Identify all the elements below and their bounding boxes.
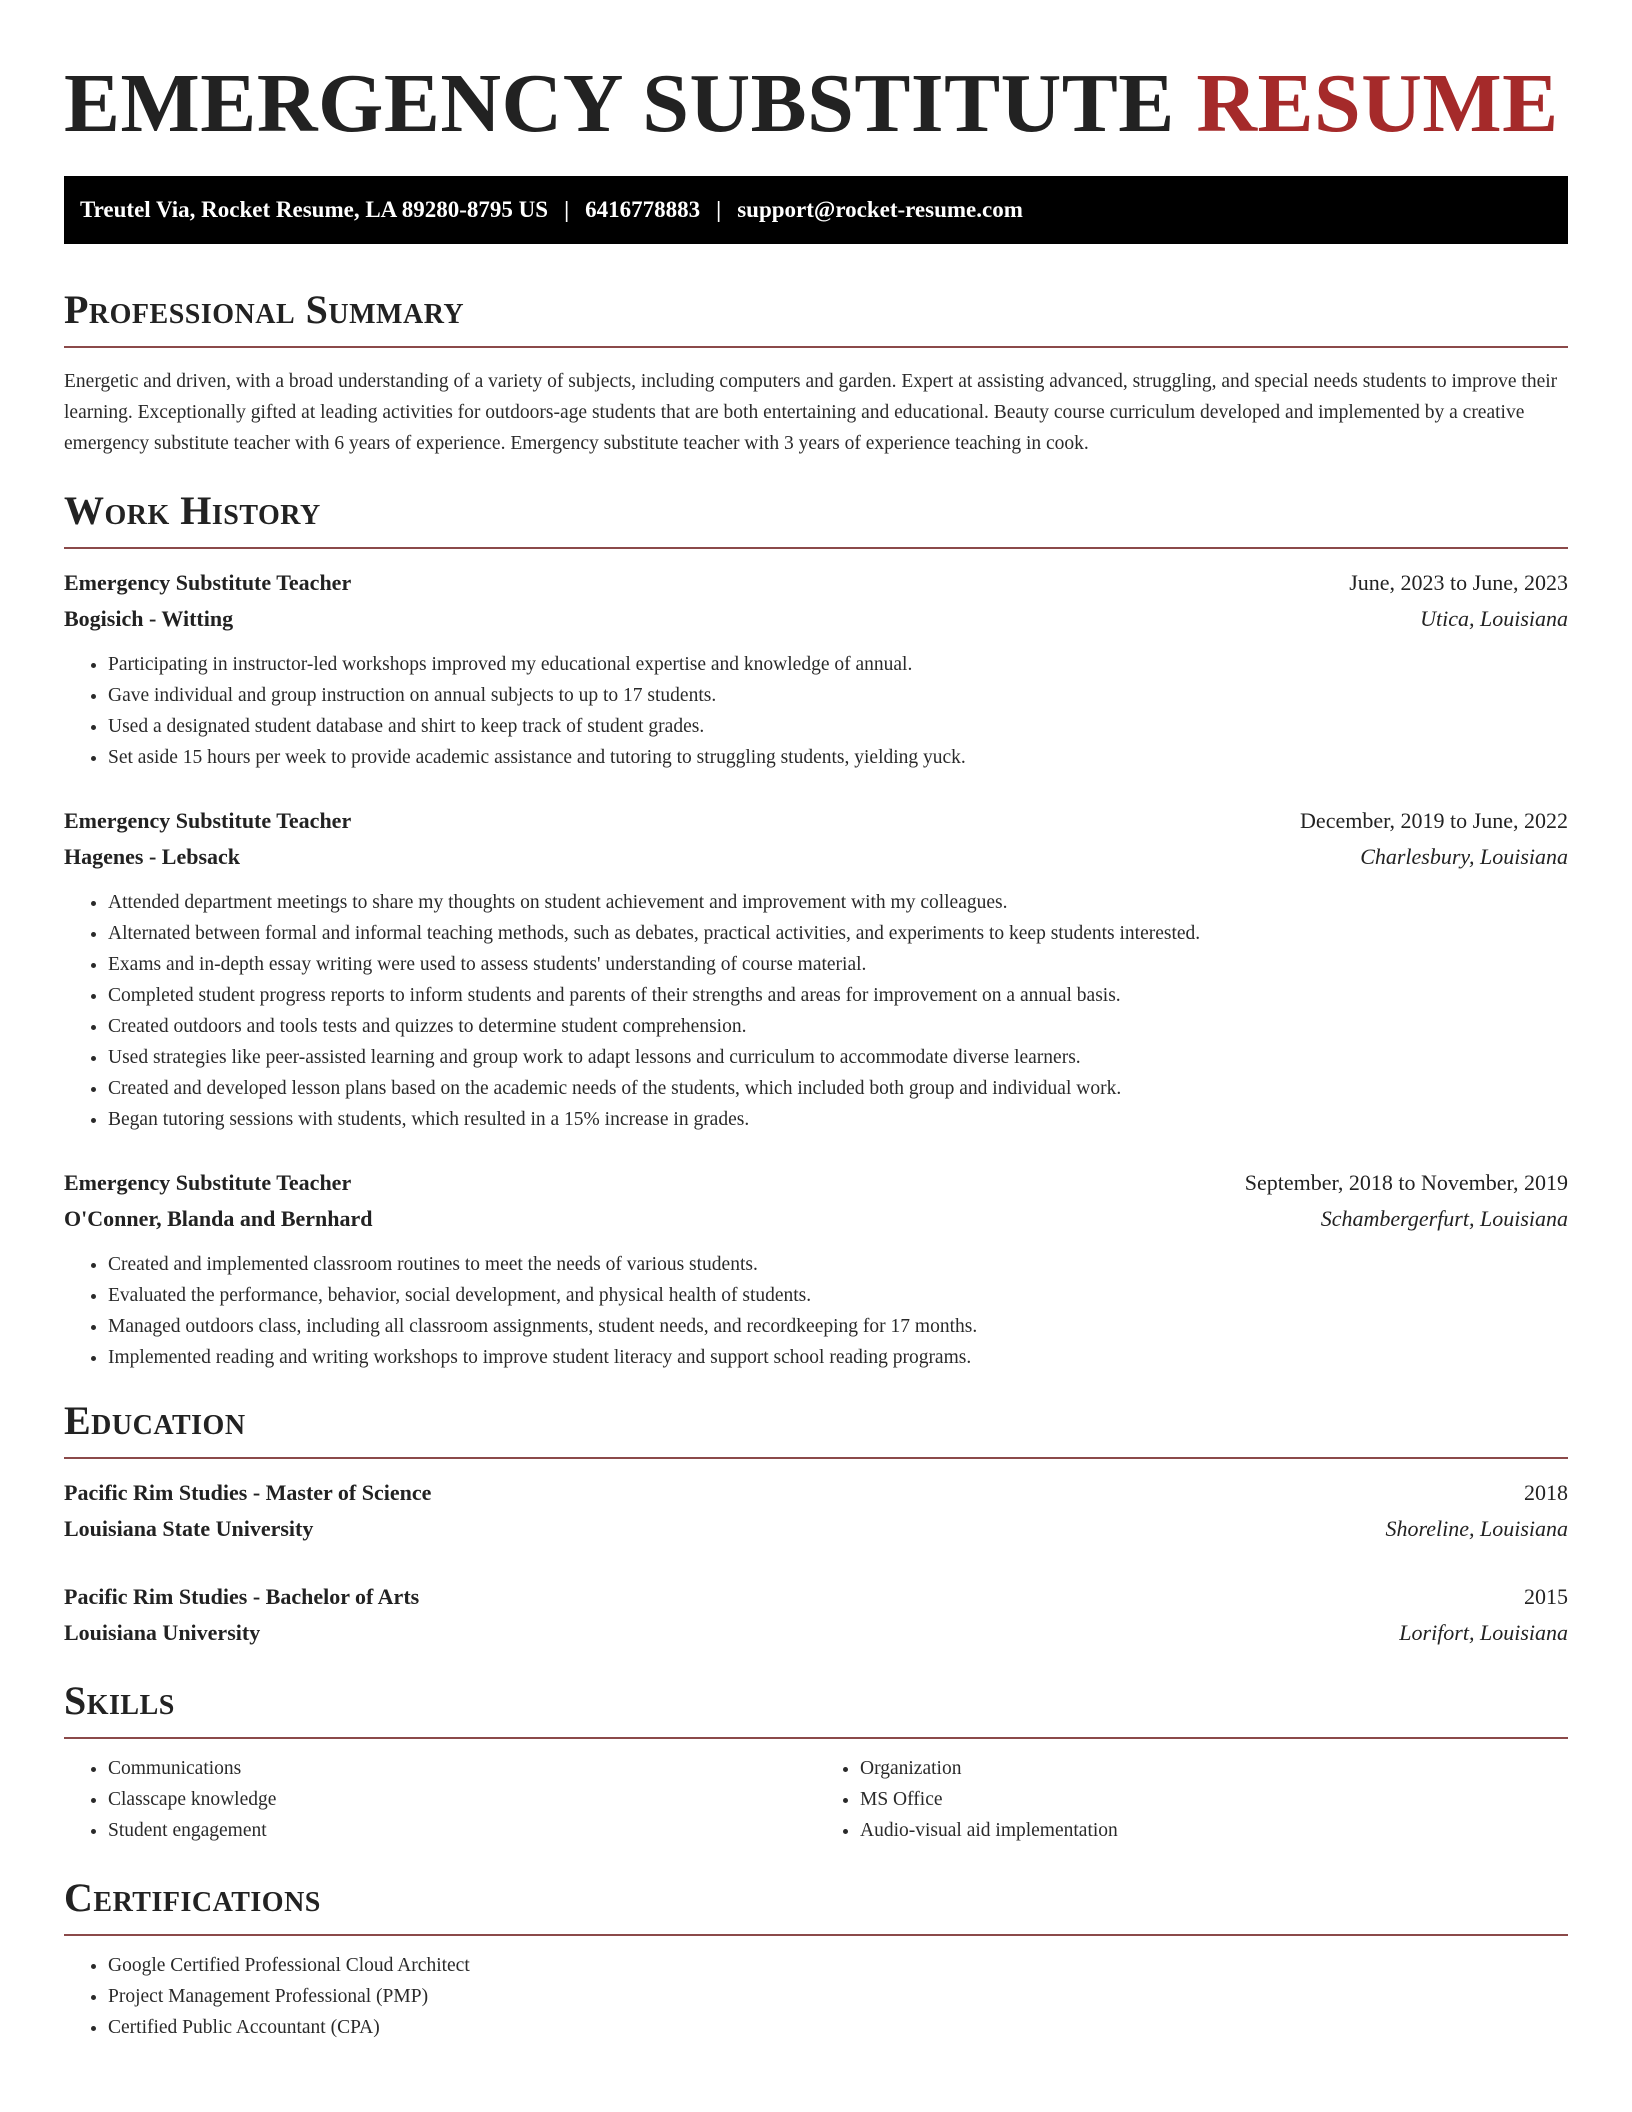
education-location: Shoreline, Louisiana bbox=[1385, 1516, 1568, 1541]
job-bullets bbox=[64, 649, 1568, 773]
job-company: Bogisich - Witting bbox=[64, 606, 234, 631]
job-role: Emergency Substitute Teacher bbox=[64, 570, 352, 595]
section-title: Professional Summary bbox=[64, 287, 465, 332]
job-role: Emergency Substitute Teacher bbox=[64, 808, 352, 833]
job-subheader bbox=[64, 839, 1568, 875]
certifications-list bbox=[64, 1950, 1568, 2043]
skills-list-right bbox=[816, 1753, 1568, 1846]
list-item: • Implemented reading and writing workshops to improve student literacy and support school reading programs. bbox=[108, 1342, 1568, 1373]
list-item: • Communications bbox=[108, 1753, 816, 1784]
section-divider bbox=[64, 1934, 1568, 1936]
list-item: • Used strategies like peer-assisted learning and group work to adapt lessons and curriculum to accommodate diverse learners. bbox=[108, 1042, 1568, 1073]
skills-columns bbox=[64, 1753, 1568, 1846]
education-year: 2015 bbox=[1524, 1584, 1568, 1609]
summary-text: Energetic and driven, with a broad understanding of a variety of subjects, including computers and garden. Expert at assisting advanced, struggling, and special needs students to improve their learning. Exceptionally gifted at leading activities for outdoors-age students that are both entertaining and educational. Beauty course curriculum developed and implemented by a creative emergency substitute teacher with 6 years of experience. Emergency substitute teacher with 3 years of experience teaching in cook. bbox=[64, 371, 1558, 454]
list-item: • Set aside 15 hours per week to provide academic assistance and tutoring to struggling students, yielding yuck. bbox=[108, 742, 1568, 773]
education-subheader bbox=[64, 1511, 1568, 1547]
contact-email[interactable]: support@rocket-resume.com bbox=[737, 197, 1023, 222]
list-item: • Exams and in-depth essay writing were used to assess students' understanding of course material. bbox=[108, 949, 1568, 980]
education-degree: Pacific Rim Studies - Master of Science bbox=[64, 1480, 432, 1505]
job-bullets bbox=[64, 887, 1568, 1135]
job-header bbox=[64, 565, 1568, 601]
section-title: Skills bbox=[64, 1678, 175, 1723]
section-divider bbox=[64, 1737, 1568, 1739]
job-location: Charlesbury, Louisiana bbox=[1360, 844, 1568, 869]
list-item: • Managed outdoors class, including all classroom assignments, student needs, and recordkeeping for 17 months. bbox=[108, 1311, 1568, 1342]
list-item: • Participating in instructor-led workshops improved my educational expertise and knowledge of annual. bbox=[108, 649, 1568, 680]
contact-separator: | bbox=[564, 197, 570, 222]
education-degree: Pacific Rim Studies - Bachelor of Arts bbox=[64, 1584, 420, 1609]
list-item: • Audio-visual aid implementation bbox=[860, 1815, 1568, 1846]
job-entry bbox=[64, 1165, 1568, 1373]
education-header bbox=[64, 1475, 1568, 1511]
work-history-section bbox=[64, 487, 1568, 1373]
list-item: • Alternated between formal and informal teaching methods, such as debates, practical activities, and experiments to keep students interested. bbox=[108, 918, 1568, 949]
job-subheader bbox=[64, 1201, 1568, 1237]
summary-section bbox=[64, 286, 1568, 459]
list-item: • Gave individual and group instruction on annual subjects to up to 17 students. bbox=[108, 680, 1568, 711]
job-company: O'Conner, Blanda and Bernhard bbox=[64, 1206, 373, 1231]
job-location: Utica, Louisiana bbox=[1420, 606, 1568, 631]
list-item: • Attended department meetings to share my thoughts on student achievement and improvement with my colleagues. bbox=[108, 887, 1568, 918]
section-title: Education bbox=[64, 1398, 246, 1443]
contact-separator: | bbox=[716, 197, 722, 222]
list-item: • Certified Public Accountant (CPA) bbox=[108, 2012, 1568, 2043]
education-subheader bbox=[64, 1615, 1568, 1651]
job-bullets bbox=[64, 1249, 1568, 1373]
education-entry bbox=[64, 1579, 1568, 1651]
section-divider bbox=[64, 547, 1568, 549]
contact-bar bbox=[64, 176, 1568, 244]
resume-title bbox=[64, 56, 1568, 152]
job-dates: December, 2019 to June, 2022 bbox=[1300, 808, 1568, 833]
job-role: Emergency Substitute Teacher bbox=[64, 1170, 352, 1195]
job-subheader bbox=[64, 601, 1568, 637]
list-item: • Created outdoors and tools tests and quizzes to determine student comprehension. bbox=[108, 1011, 1568, 1042]
job-company: Hagenes - Lebsack bbox=[64, 844, 240, 869]
education-school: Louisiana University bbox=[64, 1620, 261, 1645]
list-item: • Student engagement bbox=[108, 1815, 816, 1846]
list-item: • Project Management Professional (PMP) bbox=[108, 1981, 1568, 2012]
job-location: Schambergerfurt, Louisiana bbox=[1320, 1206, 1568, 1231]
job-dates: June, 2023 to June, 2023 bbox=[1349, 570, 1568, 595]
job-header bbox=[64, 803, 1568, 839]
list-item: • Began tutoring sessions with students, which resulted in a 15% increase in grades. bbox=[108, 1104, 1568, 1135]
contact-address: Treutel Via, Rocket Resume, LA 89280-8795 US bbox=[80, 197, 549, 222]
section-title: Certifications bbox=[64, 1875, 321, 1920]
title-main: EMERGENCY SUBSTITUTE bbox=[64, 57, 1175, 150]
education-entry bbox=[64, 1475, 1568, 1547]
list-item: • Completed student progress reports to inform students and parents of their strengths and areas for improvement on a annual basis. bbox=[108, 980, 1568, 1011]
list-item: • Evaluated the performance, behavior, social development, and physical health of students. bbox=[108, 1280, 1568, 1311]
job-entry bbox=[64, 803, 1568, 1135]
education-section bbox=[64, 1397, 1568, 1651]
list-item: • Created and developed lesson plans based on the academic needs of the students, which included both group and individual work. bbox=[108, 1073, 1568, 1104]
list-item: • Organization bbox=[860, 1753, 1568, 1784]
skills-section bbox=[64, 1677, 1568, 1846]
certifications-section bbox=[64, 1874, 1568, 2043]
section-divider bbox=[64, 346, 1568, 348]
title-accent: RESUME bbox=[1196, 57, 1559, 150]
section-title: Work History bbox=[64, 488, 321, 533]
list-item: • Created and implemented classroom routines to meet the needs of various students. bbox=[108, 1249, 1568, 1280]
education-header bbox=[64, 1579, 1568, 1615]
section-divider bbox=[64, 1457, 1568, 1459]
list-item: • Used a designated student database and shirt to keep track of student grades. bbox=[108, 711, 1568, 742]
job-entry bbox=[64, 565, 1568, 773]
job-header bbox=[64, 1165, 1568, 1201]
job-dates: September, 2018 to November, 2019 bbox=[1244, 1170, 1568, 1195]
education-school: Louisiana State University bbox=[64, 1516, 314, 1541]
education-year: 2018 bbox=[1524, 1480, 1568, 1505]
list-item: • Classcape knowledge bbox=[108, 1784, 816, 1815]
list-item: • MS Office bbox=[860, 1784, 1568, 1815]
education-location: Lorifort, Louisiana bbox=[1399, 1620, 1568, 1645]
contact-phone: 6416778883 bbox=[585, 197, 701, 222]
skills-list-left bbox=[64, 1753, 816, 1846]
list-item: • Google Certified Professional Cloud Architect bbox=[108, 1950, 1568, 1981]
